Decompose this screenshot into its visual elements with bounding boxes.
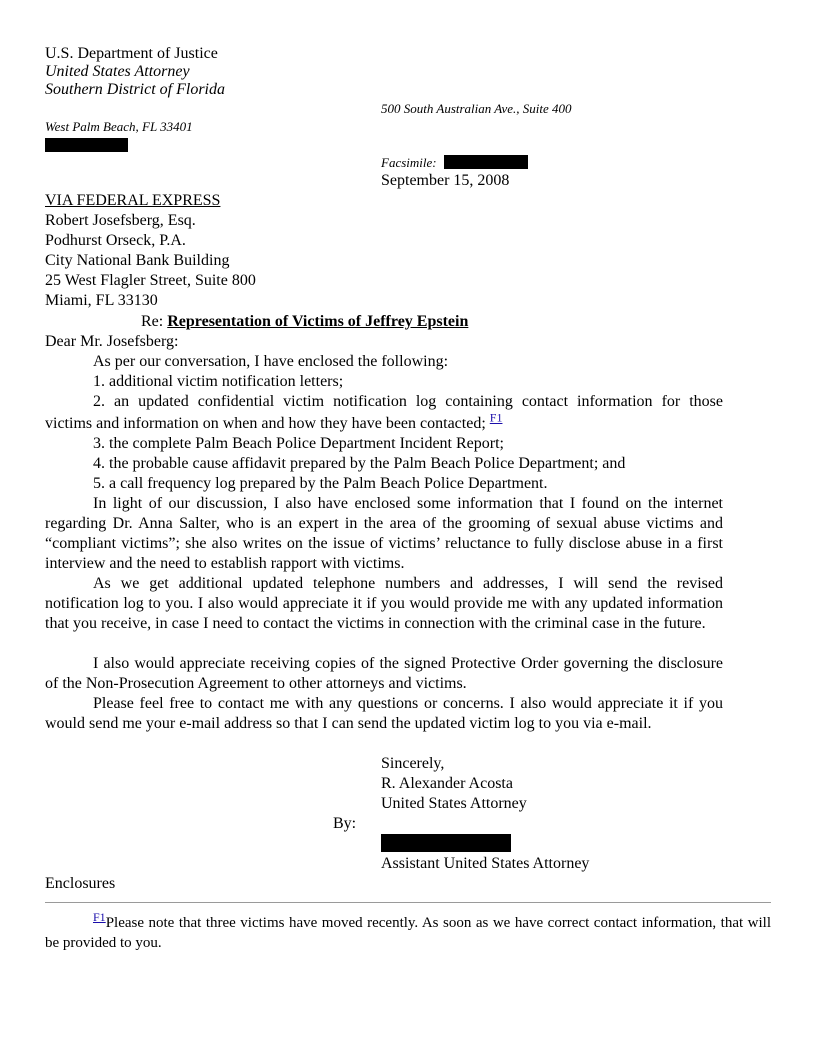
- office-address: 500 South Australian Ave., Suite 400: [381, 101, 572, 116]
- body-paragraph: [45, 694, 723, 734]
- list-item: 2. an updated confidential victim notification log containing contact information for those: [93, 393, 723, 410]
- signer-name: R. Alexander Acosta: [381, 775, 513, 792]
- intro-line: As per our conversation, I have enclosed the following:: [93, 353, 449, 370]
- letter-date: September 15, 2008: [381, 172, 510, 189]
- footnote-ref-link[interactable]: F1: [489, 410, 503, 425]
- body-paragraph: [45, 494, 723, 574]
- paragraph-text: I also would appreciate receiving copies of the signed Protective Order governing the disclosure of the Non-Prosecution Agreement to other attorneys and victims.: [45, 655, 723, 692]
- salutation: Dear Mr. Josefsberg:: [45, 333, 179, 350]
- recipient-building: City National Bank Building: [45, 252, 230, 269]
- footnote: [45, 910, 771, 953]
- re-subject: Representation of Victims of Jeffrey Epstein: [167, 313, 469, 330]
- footnote-text: Please note that three victims have moved recently. As soon as we have correct contact information, that will be provided to you.: [45, 915, 771, 951]
- list-item: 5. a call frequency log prepared by the Palm Beach Police Department.: [93, 475, 548, 492]
- department-name: U.S. Department of Justice: [45, 45, 218, 62]
- delivery-method: VIA FEDERAL EXPRESS: [45, 192, 221, 209]
- enclosures-label: Enclosures: [45, 875, 116, 892]
- recipient-name: Robert Josefsberg, Esq.: [45, 212, 196, 229]
- list-item: 4. the probable cause affidavit prepared by the Palm Beach Police Department; and: [93, 455, 626, 472]
- footnote-divider: [45, 902, 771, 903]
- district-name: Southern District of Florida: [45, 81, 225, 98]
- list-item-continuation: [45, 410, 503, 434]
- body-paragraph: [45, 654, 723, 694]
- list-item-text: victims and information on when and how they have been contacted;: [45, 415, 486, 432]
- paragraph-text: In light of our discussion, I also have enclosed some information that I found on the internet regarding Dr. Anna Salter, who is an expert in the area of the grooming of sexual abuse victims and “compliant victims”; she also writes on the issue of victims’ reluctance to fully disclose abuse in a first interview and the need to establish rapport with victims.: [45, 495, 723, 572]
- re-label: Re:: [141, 313, 164, 330]
- redaction-bar-fax: [444, 155, 528, 169]
- paragraph-text: Please feel free to contact me with any questions or concerns. I also would appreciate it if you would send me your e-mail address so that I can send the updated victim log to you via e-mail.: [45, 695, 723, 732]
- by-label: By:: [333, 815, 357, 832]
- recipient-street: 25 West Flagler Street, Suite 800: [45, 272, 256, 289]
- redaction-bar-signature: [381, 834, 511, 852]
- redaction-bar-phone: [45, 138, 128, 152]
- recipient-firm: Podhurst Orseck, P.A.: [45, 232, 186, 249]
- list-item: 1. additional victim notification letters;: [93, 373, 344, 390]
- signer-title: United States Attorney: [381, 795, 527, 812]
- closing-sincerely: Sincerely,: [381, 755, 445, 772]
- ausa-title: Assistant United States Attorney: [381, 855, 590, 872]
- facsimile-label: Facsimile:: [381, 155, 437, 170]
- office-name: United States Attorney: [45, 63, 190, 80]
- recipient-city: Miami, FL 33130: [45, 292, 158, 309]
- re-line: [141, 312, 468, 332]
- office-city: West Palm Beach, FL 33401: [45, 119, 193, 134]
- footnote-marker-link[interactable]: F1: [93, 910, 106, 924]
- list-item: 3. the complete Palm Beach Police Department Incident Report;: [93, 435, 504, 452]
- paragraph-text: As we get additional updated telephone numbers and addresses, I will send the revised notification log to you. I also would appreciate it if you would provide me with any updated information that you receive, in case I need to contact the victims in connection with the criminal case in the future.: [45, 575, 723, 632]
- body-paragraph: [45, 574, 723, 634]
